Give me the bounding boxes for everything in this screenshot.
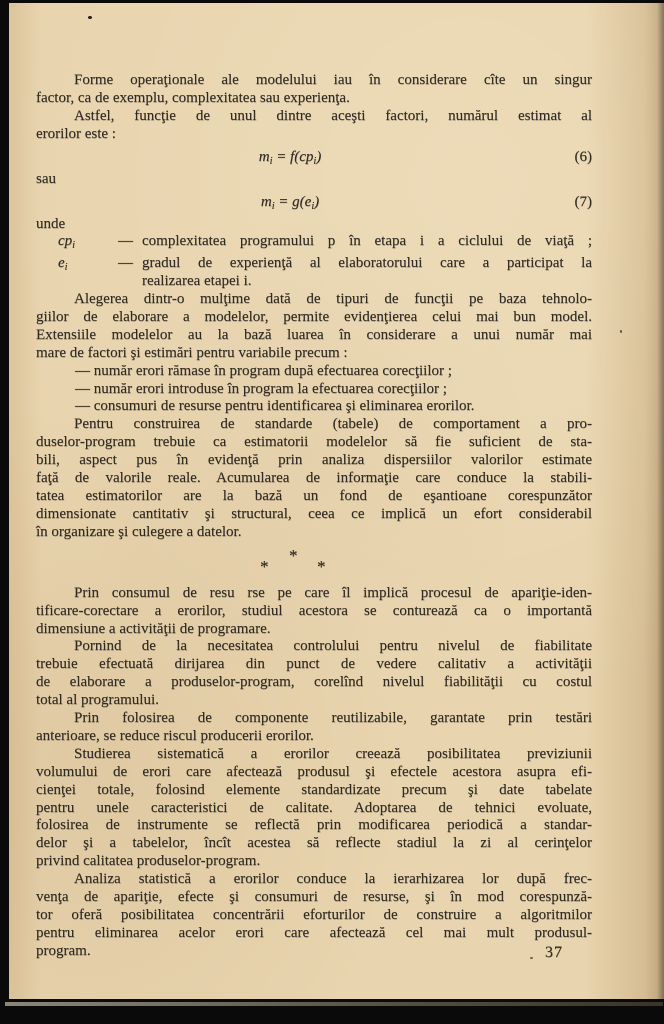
- text-line: tor oferă posibilitatea concentrării eforturilor de construire a algoritmilor: [36, 907, 592, 923]
- text-line: bili, aspect pus în evidenţă prin analiza dispersiilor valorilor estimate: [36, 452, 592, 469]
- page-stack-edge: [5, 1002, 663, 1006]
- subscript-index: i: [313, 155, 317, 167]
- list-item: — consumuri de resurse pentru identificarea şi eliminarea erorilor.: [75, 398, 475, 415]
- text-line: Astfel, funcţie de unul dintre aceşti factori, numărul estimat al: [74, 107, 592, 124]
- asterisk: *: [317, 556, 326, 576]
- text-line: Studierea sistematică a erorilor creează posibilitatea previziunii: [74, 745, 592, 762]
- page-number: 37: [545, 944, 563, 961]
- text-line: privind calitatea produselor-program.: [36, 853, 261, 870]
- definition-item: [36, 255, 592, 291]
- equation-formula: [12, 194, 568, 216]
- paragraph: [36, 585, 592, 639]
- equation-row: [36, 194, 592, 212]
- asterisk: *: [260, 556, 269, 576]
- equation-row: [36, 149, 592, 167]
- subscript-index: i: [271, 200, 275, 212]
- text-line: venţa de apariţie, efecte şi consumuri de resurse, şi în mod corespunză-: [36, 889, 592, 906]
- ink-speck: [88, 16, 92, 19]
- text-line: anterioare, se reduce riscul producerii erorilor.: [36, 727, 314, 744]
- text-line: total al programului.: [36, 692, 159, 709]
- text-line: folosirea de instrumente se reflectă prin modificarea periodică a standar-: [36, 817, 592, 834]
- text-line: trebuie efectuată dirijarea din punct de vedere calitativ a activităţii: [36, 656, 592, 673]
- text-line: pentru unele caracteristici de calitate. Adoptarea de tehnici evoluate,: [36, 799, 592, 816]
- text-line: faţă de valorile reale. Acumularea de informaţie care conduce la stabili-: [36, 470, 592, 487]
- asterism-separator: [36, 545, 592, 580]
- list-item: — număr erori rămase în program după efectuarea corecţiilor ;: [75, 362, 452, 379]
- equation-connector-label: sau: [36, 170, 56, 187]
- text-line: Forme operaţionale ale modelului iau în considerare cîte un singur: [74, 72, 592, 88]
- text-line: Extensiile modelelor au la bază luarea în considerare a unui număr mai: [36, 326, 592, 343]
- ink-speck: [530, 957, 533, 959]
- text-line: volumului de erori care afectează produsul şi efectele acestora asupra efi-: [36, 763, 592, 780]
- paragraph: [36, 871, 592, 961]
- text-line: dimensiune a activităţii de programare.: [36, 620, 271, 637]
- text-line: factor, ca de exemplu, complexitatea sau experienţa.: [36, 89, 350, 106]
- text-line: dimensionate cantitativ şi structural, ceea ce implică un efort considerabil: [36, 505, 592, 522]
- equation-number: (7): [574, 193, 592, 210]
- paragraph: [36, 108, 592, 144]
- text-line: mare de factori şi estimări pentru variabile precum :: [36, 344, 348, 361]
- text-line: delor şi a tabelelor, încît acestea să reflecte stadiul la zi al cerinţelor: [36, 835, 592, 852]
- text-line: complexitatea programului p în etapa i a ciclului de viaţă ;: [142, 233, 592, 250]
- formula-text: m: [258, 148, 270, 165]
- list-item: — număr erori introduse în program la efectuarea corecţiilor ;: [75, 380, 447, 397]
- page-content: [36, 72, 592, 961]
- equation-formula: [12, 149, 568, 171]
- formula-text: = g(e: [274, 193, 312, 210]
- definition-body: [142, 233, 592, 255]
- text-line: de elaborare a produselor-program, corelînd nivelul fiabilităţii cu costul: [36, 674, 592, 691]
- subscript-index: i: [269, 155, 273, 167]
- subscript-index: i: [72, 240, 76, 252]
- paragraph: [36, 72, 592, 108]
- asterisk: *: [289, 545, 298, 565]
- bullet-list: [36, 363, 592, 417]
- text-line: duselor-program trebuie ca estimatorii modelelor să fie suficient de sta-: [36, 434, 592, 451]
- text-line: Pentru construirea de standarde (tabele) de comportament a pro-: [74, 416, 592, 433]
- paragraph: [36, 291, 592, 363]
- text-line: erorilor este :: [36, 125, 116, 142]
- equation-number: (6): [574, 148, 592, 165]
- text-line: realizarea etapei i.: [142, 273, 252, 290]
- definition-body: [142, 255, 592, 291]
- definition-item: [36, 233, 592, 255]
- formula-text: ): [316, 148, 322, 165]
- paragraph: [36, 710, 592, 746]
- subscript-index: i: [311, 200, 315, 212]
- text-line: program.: [36, 942, 91, 959]
- definition-term: [58, 255, 118, 291]
- text-line: tatea estimatorilor are la bază un fond de eşantioane corespunzător: [36, 487, 592, 504]
- text-line: cienţei totale, folosind elemente standardizate precum şi date tabelate: [36, 781, 592, 798]
- definition-term: [58, 233, 118, 255]
- text-line: pentru eliminarea acelor erori care afectează cel mai mult produsul-: [36, 924, 592, 941]
- text-line: Alegerea dintr-o mulţime dată de tipuri de funcţii pe baza tehnolo-: [74, 291, 592, 307]
- book-page: [9, 3, 664, 999]
- text-line: Prin consumul de resu rse pe care îl implică procesul de apariţie-iden-: [74, 584, 592, 601]
- text-line: giilor de elaborare a modelelor, permite evidenţierea celui mai bun model.: [36, 308, 592, 325]
- text-line: tificare-corectare a erorilor, studiul acestora se conturează ca o importantă: [36, 602, 592, 619]
- formula-text: e: [58, 255, 65, 272]
- definition-dash: —: [118, 233, 133, 250]
- ink-speck: [620, 330, 622, 333]
- definition-dash: —: [118, 255, 133, 272]
- paragraph: [36, 638, 592, 710]
- text-line: gradul de experienţă al elaboratorului care a participat la: [142, 255, 592, 272]
- formula-text: = f(cp: [272, 148, 314, 165]
- paragraph: [36, 746, 592, 871]
- equation-connector-label: unde: [36, 215, 66, 232]
- paragraph: [36, 416, 592, 541]
- formula-text: cp: [58, 233, 73, 250]
- formula-text: m: [260, 193, 272, 210]
- text-line: Pornind de la necesitatea controlului pentru nivelul de fiabilitate: [74, 638, 592, 655]
- page-right-edge-shadow: [657, 3, 664, 999]
- subscript-index: i: [64, 262, 68, 274]
- text-line: în organizare şi culegere a datelor.: [36, 523, 242, 540]
- text-line: Prin folosirea de componente reutilizabile, garantate prin testări: [74, 710, 592, 727]
- formula-text: ): [314, 193, 320, 210]
- text-line: Analiza statistică a erorilor conduce la ierarhizarea lor după frec-: [74, 871, 592, 888]
